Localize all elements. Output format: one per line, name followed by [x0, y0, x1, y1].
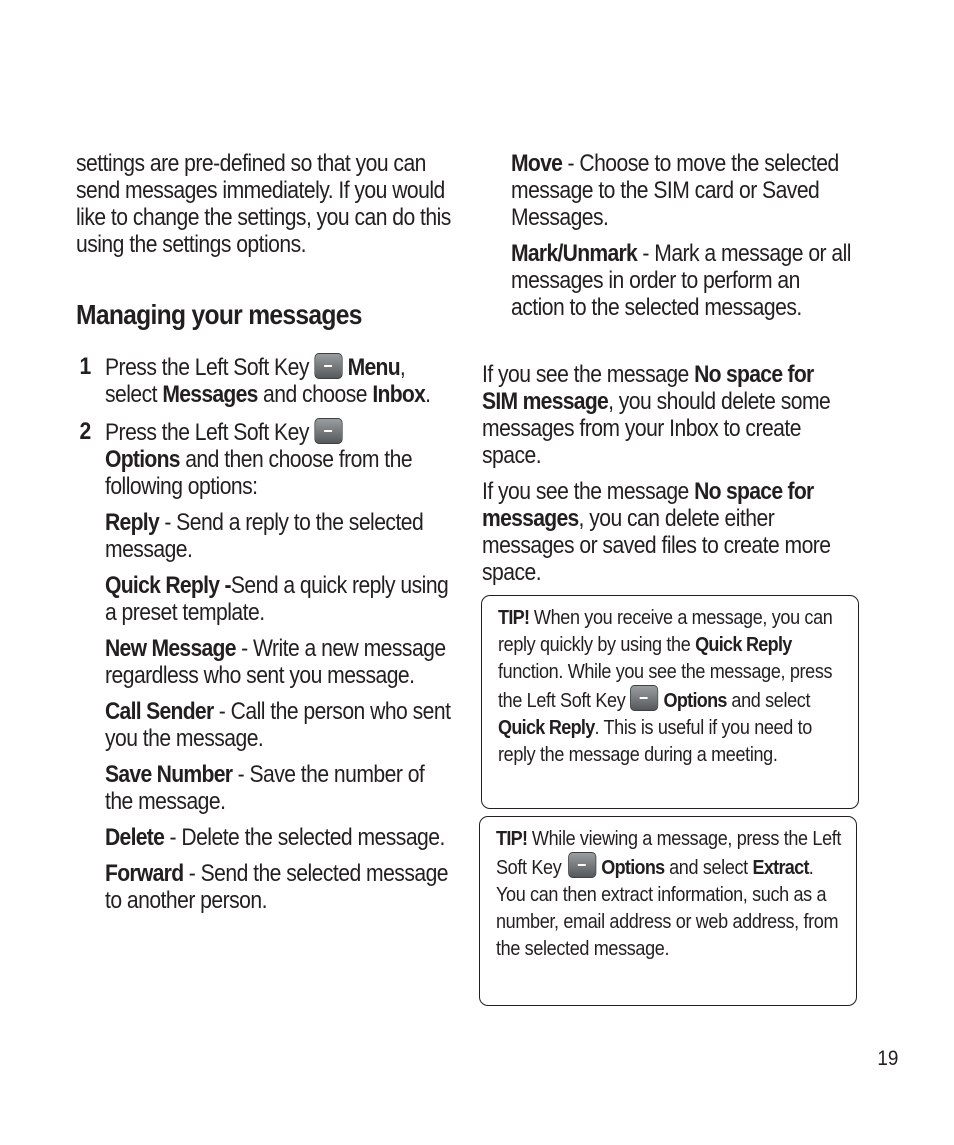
left-soft-key-icon [630, 685, 658, 711]
no-space-messages-paragraph: If you see the message No space for messages, you can delete either messages or saved files to create more space. [482, 478, 831, 586]
section-heading: Managing your messages [76, 299, 362, 330]
step-2: 2 Press the Left Soft Key Options and then choose from the following options: [79, 418, 413, 500]
tip-box-quick-reply: TIP! When you receive a message, you can reply quickly by using the Quick Reply function. While you see the message, press the Left Soft Key Options and select Quick Reply. This is useful if you need to reply the message during a meeting. [481, 595, 859, 809]
option-item: Reply - Send a reply to the selected message. [105, 509, 424, 563]
option-item: Forward - Send the selected message to another person. [105, 860, 449, 914]
left-soft-key-icon [314, 353, 342, 379]
option-item: Save Number - Save the number of the message. [105, 761, 425, 815]
step-1: 1 Press the Left Soft Key Menu, select Messages and choose Inbox. [79, 353, 431, 408]
tip-label: TIP! [498, 606, 530, 629]
option-item: Call Sender - Call the person who sent you the message. [105, 698, 451, 752]
option-item: Quick Reply -Send a quick reply using a preset template. [105, 572, 449, 626]
tip-label: TIP! [496, 827, 528, 850]
option-item: Move - Choose to move the selected message to the SIM card or Saved Messages. [511, 150, 839, 231]
step-number: 2 [79, 418, 91, 445]
left-soft-key-icon [314, 418, 342, 444]
left-soft-key-icon [568, 852, 596, 878]
options-list [76, 509, 456, 914]
tip-box-extract: TIP! While viewing a message, press the Left Soft Key Options and select Extract. You can then extract information, such as a number, email address or web address, from the selected message. [479, 816, 857, 1006]
option-item: Mark/Unmark - Mark a message or all messages in order to perform an action to the selected messages. [511, 240, 851, 321]
step-number: 1 [79, 353, 91, 380]
left-column [76, 150, 456, 914]
right-options [511, 150, 856, 321]
right-paragraphs [482, 361, 854, 586]
option-item: New Message - Write a new message regardless who sent you message. [105, 635, 446, 689]
intro-paragraph: settings are pre-defined so that you can send messages immediately. If you would like to change the settings, you can do this using the settings options. [76, 150, 451, 258]
no-space-sim-paragraph: If you see the message No space for SIM message, you should delete some messages from your Inbox to create space. [482, 361, 831, 469]
page-number: 19 [876, 1047, 898, 1070]
option-item: Delete - Delete the selected message. [105, 824, 445, 851]
